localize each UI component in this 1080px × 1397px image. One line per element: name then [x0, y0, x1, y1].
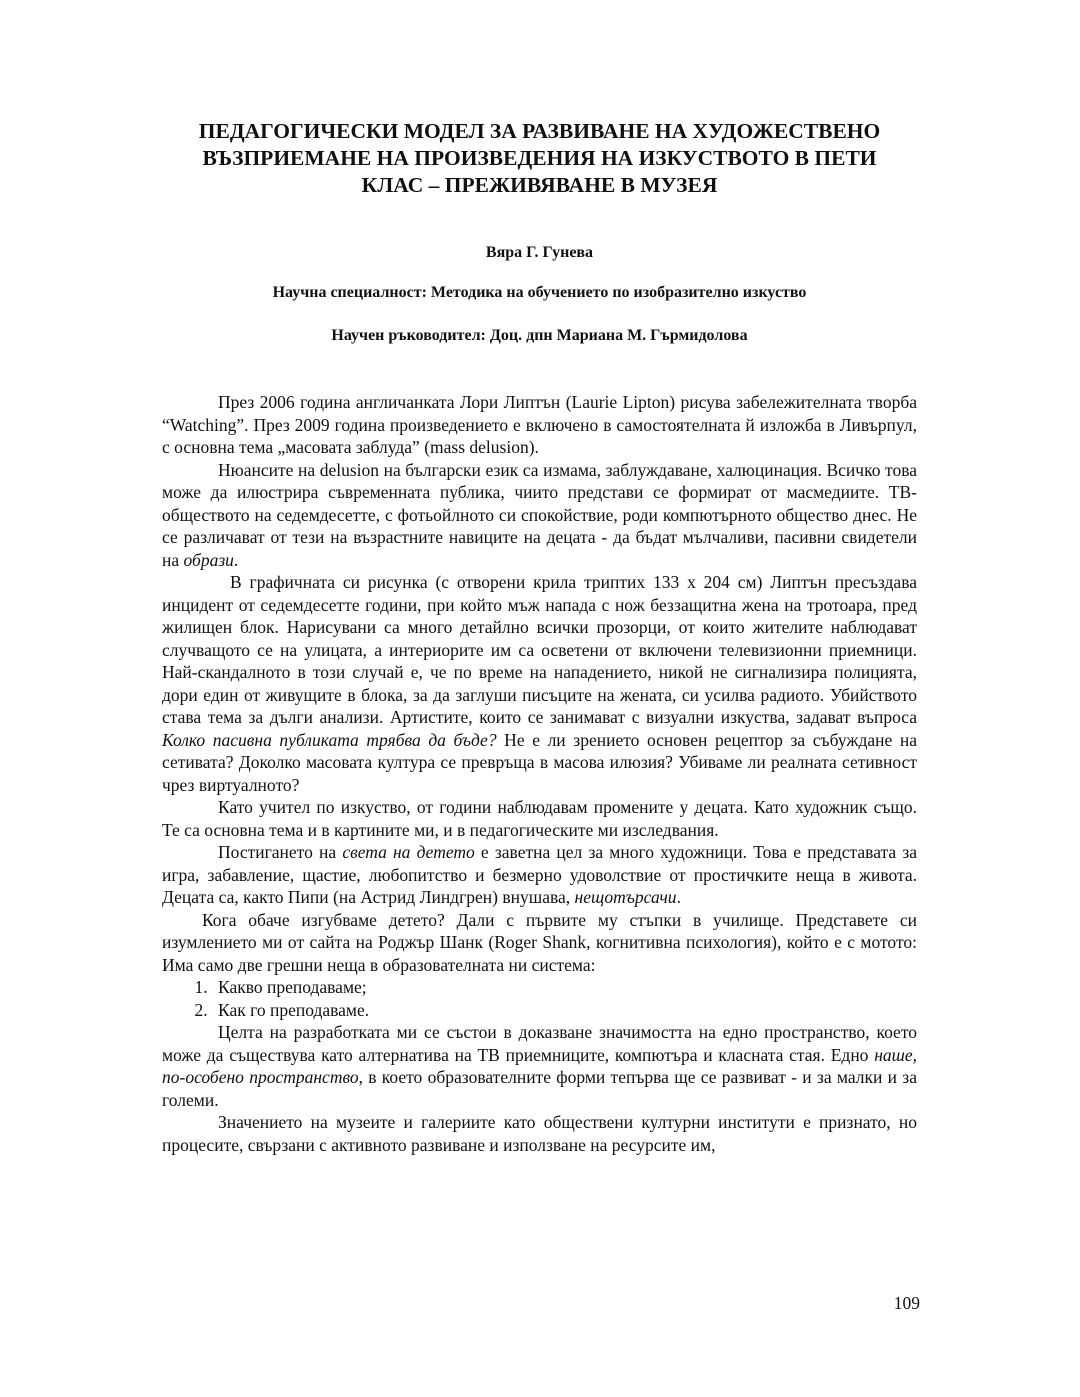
paragraph-1: През 2006 година англичанката Лори Липтън (Laurie Lipton) рисува забележителната творба “Watching”. През 2009 година произведението е включено в самостоятелната й изложба в Ливърпул, с основна тема „масовата заблуда” (mass delusion).	[162, 392, 917, 457]
paragraph-3-text-b: Не е ли зрението основен рецептор за събуждане на сетивата? Доколко масовата култура се превръща в масова илюзия? Убиваме ли реалната сетивност чрез виртуалното?	[162, 729, 917, 795]
paragraph-6: Кога обаче изгубваме детето? Дали с първите му стъпки в училище. Представете си изумлението ми от сайта на Роджър Шанк (Roger Shank, когнитивна психология), който е с мотото: Има само две грешни неща в образователната ни система:	[162, 909, 917, 975]
paragraph-3-emphasis: Колко пасивна публиката трябва да бъде?	[162, 729, 497, 750]
scientific-specialty: Научна специалност: Методика на обучението по изобразително изкуство	[272, 284, 807, 301]
scientific-supervisor: Научен ръководител: Доц. дпн Мариана М. Гърмидолова	[331, 327, 748, 344]
numbered-list	[162, 976, 917, 1021]
paragraph-2-text: Нюансите на delusion на български език са измама, заблуждаване, халюцинация. Всичко това може да илюстрира съвременната публика, чиито представи се формират от масмедиите. ТВ-обществото на седемдесетте, с фотьойлното си спокойствие, роди компютърното общество днес. Не се различават от тези на възрастните навиците на децата - да бъдат мълчаливи, пасивни свидетели на	[162, 459, 917, 570]
title-line-3: КЛАС – ПРЕЖИВЯВАНЕ В МУЗЕЯ	[361, 173, 718, 197]
paragraph-8: Значението на музеите и галериите като обществени културни институти е признато, но процесите, свързани с активното развиване и използване на ресурсите им,	[162, 1112, 917, 1155]
article-title	[162, 118, 917, 199]
paragraph-5-end: .	[676, 887, 681, 907]
title-line-1: ПЕДАГОГИЧЕСКИ МОДЕЛ ЗА РАЗВИВАНЕ НА ХУДОЖЕСТВЕНО	[198, 119, 881, 143]
paragraph-4: Като учител по изкуство, от години наблюдавам промените у децата. Като художник също. Те са основна тема и в картините ми, и в педагогическите ми изследвания.	[162, 797, 917, 840]
paragraph-7-text-b: , в което образователните форми тепърва ще се развиват - и за малки и за големи.	[162, 1067, 917, 1110]
article	[162, 118, 917, 1156]
paragraph-2	[162, 459, 917, 572]
paragraph-5-emphasis-2: нещотърсачи	[574, 887, 677, 907]
paragraph-7	[162, 1021, 917, 1111]
paragraph-7-emphasis: наше, по-особено пространство	[162, 1044, 917, 1087]
list-item: 1. Какво преподаваме;	[212, 976, 917, 999]
list-item: 2. Как го преподаваме.	[212, 999, 917, 1022]
page-number: 109	[893, 1293, 920, 1313]
paragraph-5-text-b: е заветна цел за много художници. Това е представата за игра, забавление, щастие, любопитство и безмерно удоволствие от простичките неща в живота. Децата са, както Пипи (на Астрид Линдгрен) внушава,	[162, 842, 917, 907]
title-line-2: ВЪЗПРИЕМАНЕ НА ПРОИЗВЕДЕНИЯ НА ИЗКУСТВОТО В ПЕТИ	[202, 146, 877, 170]
paragraph-7-text-a: Целта на разработката ми се състои в доказване значимостта на едно пространство, което може да съществува като алтернатива на ТВ приемниците, компютъра и класната стая. Едно	[162, 1022, 917, 1065]
paragraph-5-text-a: Постигането на	[218, 842, 343, 862]
article-body	[162, 391, 917, 1156]
paragraph-3	[162, 571, 917, 796]
paragraph-3-text-a: В графичната си рисунка (с отворени крила триптих 133 х 204 см) Липтън пресъздава инцидент от седемдесетте години, при който мъж напада с нож беззащитна жена на тротоара, пред жилищен блок. Нарисувани са много детайлно всички прозорци, от които жителите наблюдават случващото се на улицата, а интериорите им са осветени от включени телевизионни приемници. Най-скандалното в този случай е, че по време на нападението, никой не сигнализира полицията, дори един от живущите в блока, за да заглуши писъците на жената, си усилва радиото. Убийството става тема за дълги анализи. Артистите, които се занимават с визуални изкуства, задават въпроса	[162, 572, 917, 727]
paragraph-5	[162, 841, 917, 909]
paragraph-2-emphasis: образи	[183, 549, 234, 570]
paragraph-5-emphasis-1: света на детето	[342, 842, 475, 862]
author-name: Вяра Г. Гунева	[485, 244, 594, 261]
paragraph-2-end: .	[233, 549, 239, 570]
